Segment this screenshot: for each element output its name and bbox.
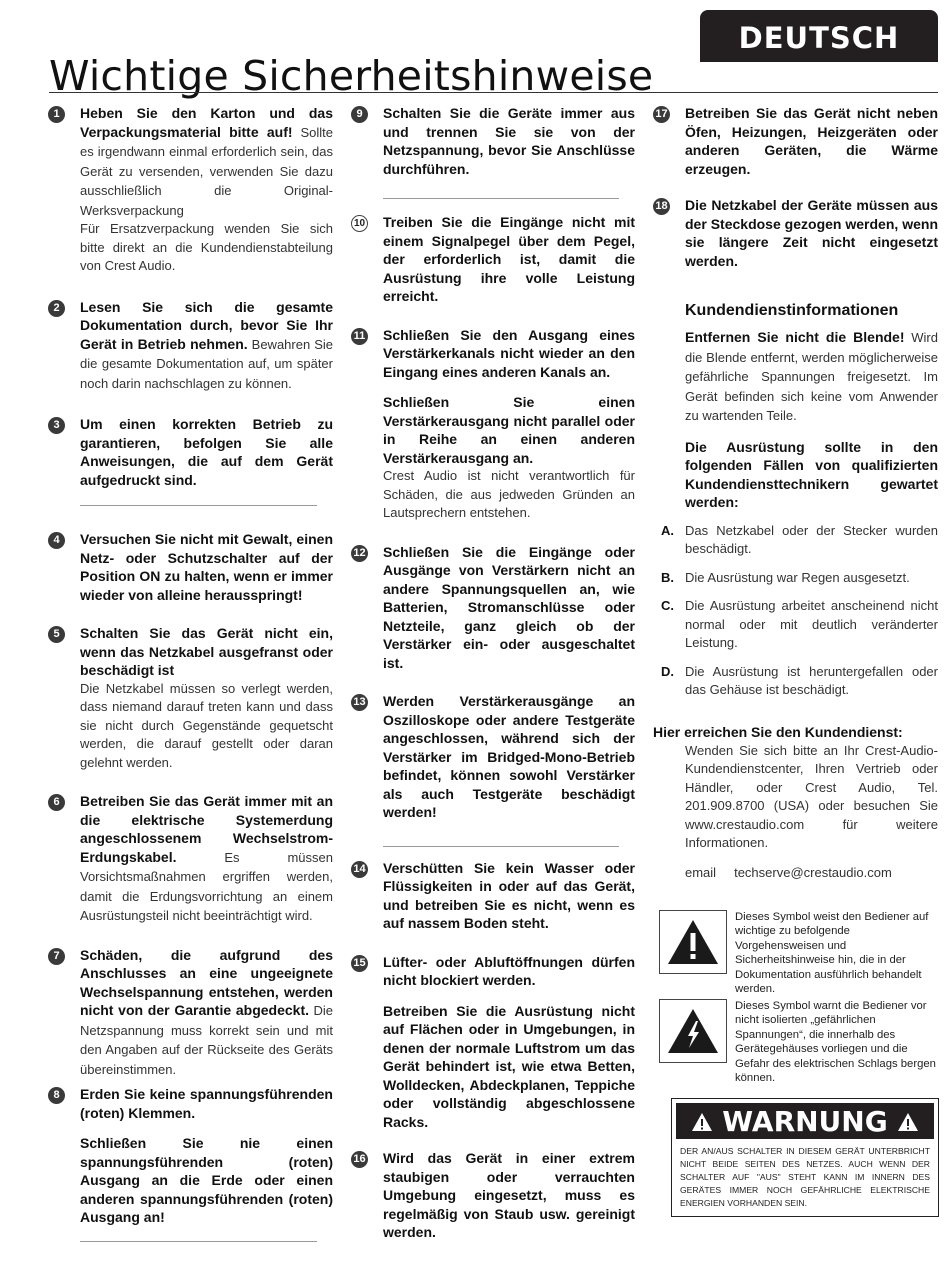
- item-heading: Heben Sie den Karton und das Verpackungsmaterial bitte auf!: [80, 105, 333, 140]
- email-label: email: [685, 864, 717, 880]
- symbol-legend: [653, 910, 938, 1086]
- cover-warning: [653, 328, 938, 512]
- warning-box: [671, 1098, 939, 1217]
- lightning-symbol-text: Dieses Symbol warnt die Bediener vor nicht isolierten „gefährlichen Spannungen“, die innerhalb des Gerätegehäuses vorliegen und die Gefahr des elektrischen Schlags bergen können.: [735, 999, 936, 1084]
- item-bold-paragraph: Betreiben Sie die Ausrüstung nicht auf Flächen oder in Umgebungen, in denen der normale Luftstrom um das Gerät behindert ist, wie etwa Betten, Wolldecken, Abdeckplanen, Teppiche oder vollständig abgeschlossene Racks.: [383, 1002, 635, 1130]
- service-case-c: [653, 597, 938, 653]
- case-letter: A.: [661, 522, 674, 538]
- email-address[interactable]: techserve@crestaudio.com: [734, 864, 892, 880]
- exclamation-symbol-text: Dieses Symbol weist den Bediener auf wichtige zu befolgende Vorgehensweisen und Sicherheitshinweise hin, die in der Dokumentation ausführlich behandelt werden.: [735, 910, 929, 995]
- item-heading: Werden Verstärkerausgänge an Oszilloskope oder andere Testgeräte angeschlossen, während sich der Verstärker im Bridged-Mono-Betrieb befindet, können sowohl Verstärker als auch Testgeräte beschädigt werden!: [383, 693, 635, 820]
- title-rule: [49, 92, 938, 93]
- safety-item-2: [48, 298, 333, 394]
- item-bold-paragraph: Schließen Sie nie einen spannungsführenden (roten) Ausgang an die Erde oder einen anderen spannungsführenden (roten) Ausgang an!: [80, 1135, 333, 1225]
- safety-item-4: [48, 530, 333, 604]
- section-divider: [383, 846, 619, 847]
- warning-triangle-icon: [691, 1112, 713, 1132]
- item-number-badge: 17: [653, 106, 670, 123]
- warning-title: WARNUNG: [722, 1104, 888, 1138]
- item-heading: Betreiben Sie das Gerät nicht neben Öfen, Heizungen, Heizgeräten oder anderen Geräten, die Wärme erzeugen.: [685, 105, 938, 177]
- section-divider: [80, 505, 317, 506]
- item-number-badge: 1: [48, 106, 65, 123]
- item-heading: Die Netzkabel der Geräte müssen aus der Steckdose gezogen werden, wenn sie längere Zeit nicht eingesetzt werden.: [685, 197, 938, 269]
- safety-item-14: [351, 859, 635, 933]
- case-text: Die Ausrüstung arbeitet anscheinend nicht normal oder mit deutlich veränderter Leistung.: [685, 598, 938, 650]
- safety-item-17: [653, 104, 938, 178]
- item-heading: Schließen Sie den Ausgang eines Verstärkerkanals nicht wieder an den Eingang eines anderen Kanals an.: [383, 326, 635, 380]
- item-number-badge: 7: [48, 948, 65, 965]
- item-number-badge: 6: [48, 794, 65, 811]
- service-case-a: [653, 522, 938, 559]
- item-heading: Verschütten Sie kein Wasser oder Flüssigkeiten in oder auf das Gerät, und betreiben Sie es nicht, wenn es auf nassem Boden steht.: [383, 859, 635, 931]
- case-letter: C.: [661, 598, 674, 613]
- exclamation-triangle-icon: [659, 910, 727, 974]
- item-heading: Um einen korrekten Betrieb zu garantieren, befolgen Sie alle Anweisungen, die auf dem Gerät aufgedruckt sind.: [80, 416, 333, 488]
- item-heading: Wird das Gerät in einer extrem staubigen oder verrauchten Umgebung eingesetzt, muss es regelmäßig von Staub usw. gereinigt werden.: [383, 1150, 635, 1240]
- item-number-badge: 10: [351, 215, 368, 232]
- column-3: [653, 104, 938, 1217]
- service-heading: Kundendienstinformationen: [685, 302, 899, 319]
- item-text: Es müssen Vorsichtsmaßnahmen ergriffen werden, damit die Erdungsvorrichtung an einem Ausrüstungsteil nicht beeinträchtigt wird.: [80, 849, 333, 923]
- item-number-badge: 3: [48, 417, 65, 434]
- exclamation-symbol-row: [659, 910, 938, 997]
- item-heading: Schalten Sie die Geräte immer aus und trennen Sie sie von der Netzspannung, bevor Sie Anschlüsse durchführen.: [383, 105, 635, 177]
- safety-item-8: [48, 1085, 333, 1227]
- item-number-badge: 4: [48, 532, 65, 549]
- item-heading: Versuchen Sie nicht mit Gewalt, einen Netz- oder Schutzschalter auf der Position ON zu halten, wenn er immer wieder von alleine herausspringt!: [80, 531, 333, 603]
- item-number-badge: 18: [653, 198, 670, 215]
- safety-item-13: [351, 692, 635, 822]
- item-heading: Lesen Sie sich die gesamte Dokumentation durch, bevor Sie Ihr Gerät in Betrieb nehmen.: [80, 298, 333, 352]
- case-letter: D.: [661, 663, 674, 679]
- lightning-symbol-row: [659, 999, 938, 1086]
- item-number-badge: 5: [48, 626, 65, 643]
- contact-heading: Hier erreichen Sie den Kundendienst:: [653, 723, 903, 740]
- item-number-badge: 14: [351, 861, 368, 878]
- item-paragraph: Für Ersatzverpackung wenden Sie sich bitte direkt an die Kundendienstabteilung von Crest Audio.: [80, 221, 333, 273]
- safety-item-18: [653, 196, 938, 270]
- safety-item-10: [351, 213, 635, 306]
- safety-item-9: [351, 104, 635, 178]
- item-number-badge: 9: [351, 106, 368, 123]
- item-bold-paragraph: Schließen Sie einen Verstärkerausgang nicht parallel oder in Reihe an einen anderen Verstärkerausgang an.: [383, 394, 635, 466]
- item-heading: Erden Sie keine spannungsführenden (roten) Klemmen.: [80, 1086, 333, 1121]
- item-heading: Treiben Sie die Eingänge nicht mit einem Signalpegel über dem Pegel, der erforderlich ist, damit die Ausrüstung ihre volle Leistung erreicht.: [383, 214, 635, 304]
- safety-item-3: [48, 415, 333, 489]
- item-text: Sollte es irgendwann einmal erforderlich sein, das Gerät zu versenden, verwenden Sie dazu ausschließlich die Original-Werksverpackung: [80, 124, 334, 218]
- safety-item-1: [48, 104, 333, 276]
- item-heading: Schäden, die aufgrund des Anschlusses an eine ungeeignete Wechselspannung entstehen, werden nicht von der Garantie abgedeckt.: [80, 946, 333, 1018]
- case-text: Die Ausrüstung war Regen ausgesetzt.: [685, 569, 910, 585]
- page-title: Wichtige Sicherheitshinweise: [49, 52, 654, 100]
- item-text: Die Netzkabel müssen so verlegt werden, dass niemand darauf treten kann und dass sie nicht durch Gegenstände gequetscht werden, die darauf gestellt oder daran gelehnt werden.: [80, 680, 333, 770]
- warning-text: DER AN/AUS SCHALTER IN DIESEM GERÄT UNTERBRICHT NICHT BEIDE SEITEN DES NETZES. AUCH WENN DER SCHALTER AUF "AUS" STEHT KANN IM INNERN DES GERÄTES IMMER NOCH GEFÄHRLICHE ELEKTRISCHE ENERGIEN VORHANDEN SEIN.: [680, 1145, 930, 1208]
- section-divider: [80, 1241, 317, 1242]
- case-text: Das Netzkabel oder der Stecker wurden beschädigt.: [685, 522, 938, 556]
- item-heading: Schalten Sie das Gerät nicht ein, wenn das Netzkabel ausgefranst oder beschädigt ist: [80, 625, 333, 678]
- cover-warning-heading: Entfernen Sie nicht die Blende!: [685, 329, 905, 345]
- warning-header: [676, 1103, 934, 1139]
- case-text: Die Ausrüstung ist heruntergefallen oder das Gehäuse ist beschädigt.: [685, 663, 938, 697]
- column-2: [351, 104, 635, 1242]
- service-case-b: [653, 569, 938, 588]
- item-paragraph: Crest Audio ist nicht verantwortlich für Schäden, die aus jedweden Gründen an Lautsprechern entstehen.: [383, 468, 635, 520]
- safety-item-12: [351, 543, 635, 673]
- safety-item-16: [351, 1149, 635, 1242]
- item-number-badge: 12: [351, 545, 368, 562]
- item-number-badge: 15: [351, 955, 368, 972]
- language-tab: DEUTSCH: [700, 10, 938, 62]
- email-row: [685, 865, 938, 880]
- qualified-service-heading: Die Ausrüstung sollte in den folgenden Fällen von qualifizierten Kundendiensttechnikern gewartet werden:: [685, 438, 938, 510]
- section-divider: [383, 198, 619, 199]
- contact-text: Wenden Sie sich bitte an Ihr Crest-Audio-Kundendienstcenter, Ihren Vertrieb oder Händler, oder Crest Audio, Tel. 201.909.8700 (USA) oder besuchen Sie www.crestaudio.com für weitere Informationen.: [685, 742, 938, 850]
- service-case-d: [653, 663, 938, 700]
- safety-item-6: [48, 792, 333, 926]
- item-number-badge: 13: [351, 694, 368, 711]
- safety-item-7: [48, 946, 333, 1080]
- item-text: Die Netzspannung muss korrekt sein und mit den Angaben auf der Rückseite des Geräts übereinstimmen.: [80, 1003, 333, 1077]
- cover-warning-text: Wird die Blende entfernt, werden möglicherweise gefährliche Spannungen freigesetzt. Im Gerät befinden sich keine vom Anwender zu wartenden Teile.: [685, 330, 938, 423]
- contact-section: [653, 724, 938, 880]
- item-number-badge: 2: [48, 300, 65, 317]
- item-heading: Schließen Sie die Eingänge oder Ausgänge von Verstärkern nicht an andere Spannungsquellen an, wie Batterien, Stromanschlüsse oder Netzteile, ganz gleich ob der Verstärker ein- oder ausgeschaltet ist.: [383, 543, 635, 671]
- item-heading: Lüfter- oder Abluftöffnungen dürfen nicht blockiert werden.: [383, 953, 635, 988]
- item-heading: Betreiben Sie das Gerät immer mit an die elektrische Systemerdung angeschlossenem Wechselstrom-Erdungskabel.: [80, 793, 333, 865]
- column-1: [48, 104, 333, 1264]
- service-cases-list: [653, 522, 938, 700]
- warning-triangle-icon: [897, 1112, 919, 1132]
- item-number-badge: 8: [48, 1087, 65, 1104]
- safety-item-15: [351, 953, 635, 1132]
- safety-item-11: [351, 326, 635, 523]
- case-letter: B.: [661, 569, 674, 585]
- item-number-badge: 16: [351, 1151, 368, 1168]
- safety-item-5: [48, 624, 333, 772]
- item-text: Bewahren Sie die gesamte Dokumentation auf, um später noch darin nachschlagen zu können.: [80, 336, 333, 391]
- item-number-badge: 11: [351, 328, 368, 345]
- lightning-triangle-icon: [659, 999, 727, 1063]
